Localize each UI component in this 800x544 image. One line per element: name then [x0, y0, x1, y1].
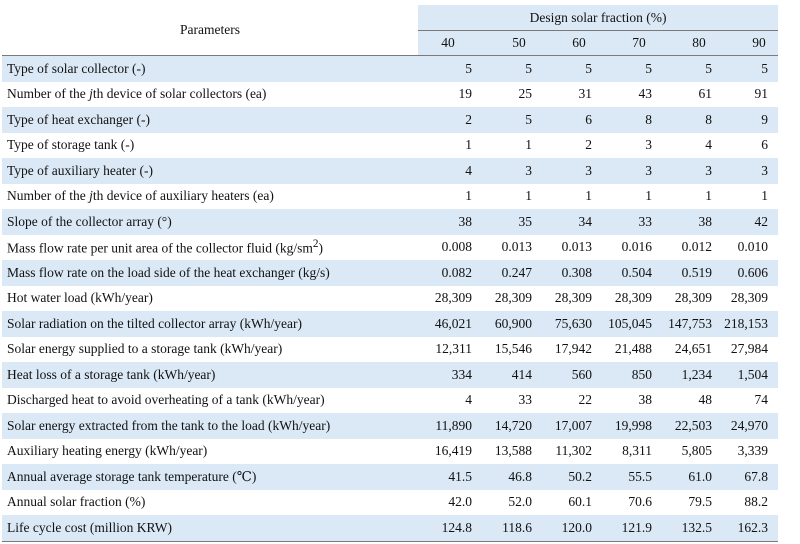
- parameter-label-part: Number of the: [7, 86, 90, 102]
- value-cell: 0.504: [598, 260, 658, 286]
- fraction-header-50: 50: [478, 31, 538, 56]
- parameter-label-superscript: 2: [312, 238, 319, 250]
- value-cell: 5: [478, 56, 538, 82]
- value-cell: 38: [658, 209, 718, 235]
- parameter-label: [2, 82, 418, 108]
- value-cell: 0.013: [478, 235, 538, 261]
- value-cell: 42: [718, 209, 778, 235]
- value-cell: 38: [418, 209, 478, 235]
- value-cell: 33: [598, 209, 658, 235]
- parameter-label: Life cycle cost (million KRW): [2, 515, 418, 541]
- value-cell: 19: [418, 82, 478, 108]
- value-cell: 61: [658, 82, 718, 108]
- value-cell: 11,890: [418, 413, 478, 439]
- value-cell: 0.010: [718, 235, 778, 261]
- parameter-label: Discharged heat to avoid overheating of a tank (kWh/year): [2, 388, 418, 414]
- parameters-table-container: [2, 5, 778, 542]
- value-cell: 28,309: [538, 286, 598, 312]
- value-cell: 50.2: [538, 464, 598, 490]
- value-cell: 105,045: [598, 311, 658, 337]
- value-cell: 118.6: [478, 515, 538, 541]
- table-row: [2, 362, 778, 388]
- parameter-label: [2, 235, 418, 261]
- value-cell: 21,488: [598, 337, 658, 363]
- value-cell: 60,900: [478, 311, 538, 337]
- value-cell: 6: [718, 133, 778, 159]
- value-cell: 28,309: [718, 286, 778, 312]
- parameter-label: Solar radiation on the tilted collector array (kWh/year): [2, 311, 418, 337]
- parameter-label-italic: j: [89, 86, 93, 102]
- value-cell: 334: [418, 362, 478, 388]
- value-cell: 2: [538, 133, 598, 159]
- value-cell: 28,309: [658, 286, 718, 312]
- value-cell: 55.5: [598, 464, 658, 490]
- value-cell: 3: [658, 158, 718, 184]
- table-row: [2, 515, 778, 541]
- value-cell: 60.1: [538, 490, 598, 516]
- parameter-label: Solar energy extracted from the tank to the load (kWh/year): [2, 413, 418, 439]
- table-row: [2, 209, 778, 235]
- parameter-label-part: th device of auxiliary heaters (ea): [92, 188, 274, 204]
- value-cell: 61.0: [658, 464, 718, 490]
- value-cell: 9: [718, 107, 778, 133]
- value-cell: 1: [598, 184, 658, 210]
- value-cell: 0.013: [538, 235, 598, 261]
- value-cell: 0.016: [598, 235, 658, 261]
- value-cell: 5: [598, 56, 658, 82]
- value-cell: 17,007: [538, 413, 598, 439]
- parameter-label: Slope of the collector array (°): [2, 209, 418, 235]
- value-cell: 79.5: [658, 490, 718, 516]
- value-cell: 0.606: [718, 260, 778, 286]
- parameter-label-part: th device of solar collectors (ea): [92, 86, 267, 102]
- value-cell: 218,153: [718, 311, 778, 337]
- value-cell: 43: [598, 82, 658, 108]
- value-cell: 5: [718, 56, 778, 82]
- value-cell: 5: [658, 56, 718, 82]
- value-cell: 16,419: [418, 439, 478, 465]
- table-row: [2, 439, 778, 465]
- value-cell: 1: [658, 184, 718, 210]
- parameter-label-part: Mass flow rate per unit area of the collector fluid (kg/sm: [7, 240, 313, 256]
- parameter-label: Type of storage tank (-): [2, 133, 418, 159]
- value-cell: 28,309: [418, 286, 478, 312]
- table-row: [2, 56, 778, 82]
- parameter-label: Type of auxiliary heater (-): [2, 158, 418, 184]
- value-cell: 11,302: [538, 439, 598, 465]
- value-cell: 3: [718, 158, 778, 184]
- parameter-label: Heat loss of a storage tank (kWh/year): [2, 362, 418, 388]
- value-cell: 5: [418, 56, 478, 82]
- value-cell: 12,311: [418, 337, 478, 363]
- value-cell: 0.519: [658, 260, 718, 286]
- value-cell: 67.8: [718, 464, 778, 490]
- value-cell: 3: [538, 158, 598, 184]
- value-cell: 124.8: [418, 515, 478, 541]
- table-row: [2, 286, 778, 312]
- value-cell: 38: [598, 388, 658, 414]
- value-cell: 42.0: [418, 490, 478, 516]
- value-cell: 41.5: [418, 464, 478, 490]
- table-row: [2, 413, 778, 439]
- value-cell: 28,309: [478, 286, 538, 312]
- parameter-label: Solar energy supplied to a storage tank (kWh/year): [2, 337, 418, 363]
- value-cell: 0.008: [418, 235, 478, 261]
- parameter-label: Annual average storage tank temperature (℃): [2, 464, 418, 490]
- value-cell: 414: [478, 362, 538, 388]
- table-header: [2, 5, 778, 56]
- fraction-header-80: 80: [658, 31, 718, 56]
- value-cell: 35: [478, 209, 538, 235]
- value-cell: 14,720: [478, 413, 538, 439]
- fraction-header-90: 90: [718, 31, 778, 56]
- table-row: [2, 464, 778, 490]
- value-cell: 74: [718, 388, 778, 414]
- value-cell: 120.0: [538, 515, 598, 541]
- value-cell: 88.2: [718, 490, 778, 516]
- value-cell: 52.0: [478, 490, 538, 516]
- parameter-label: Type of heat exchanger (-): [2, 107, 418, 133]
- value-cell: 2: [418, 107, 478, 133]
- value-cell: 33: [478, 388, 538, 414]
- value-cell: 8,311: [598, 439, 658, 465]
- table-row: [2, 260, 778, 286]
- value-cell: 4: [418, 388, 478, 414]
- value-cell: 75,630: [538, 311, 598, 337]
- value-cell: 48: [658, 388, 718, 414]
- value-cell: 46.8: [478, 464, 538, 490]
- value-cell: 5: [478, 107, 538, 133]
- parameters-table: [2, 5, 778, 542]
- value-cell: 1: [418, 184, 478, 210]
- table-row: [2, 311, 778, 337]
- value-cell: 1: [478, 184, 538, 210]
- table-row: [2, 388, 778, 414]
- value-cell: 3,339: [718, 439, 778, 465]
- value-cell: 28,309: [598, 286, 658, 312]
- parameter-label: Mass flow rate on the load side of the heat exchanger (kg/s): [2, 260, 418, 286]
- design-solar-fraction-header: Design solar fraction (%): [418, 5, 778, 31]
- value-cell: 3: [598, 158, 658, 184]
- value-cell: 121.9: [598, 515, 658, 541]
- value-cell: 1: [538, 184, 598, 210]
- value-cell: 0.012: [658, 235, 718, 261]
- table-row: [2, 184, 778, 210]
- value-cell: 560: [538, 362, 598, 388]
- value-cell: 1: [478, 133, 538, 159]
- parameter-label-part: Number of the: [7, 188, 90, 204]
- value-cell: 46,021: [418, 311, 478, 337]
- table-row: [2, 158, 778, 184]
- value-cell: 34: [538, 209, 598, 235]
- fraction-header-40: 40: [418, 31, 478, 56]
- value-cell: 162.3: [718, 515, 778, 541]
- value-cell: 0.082: [418, 260, 478, 286]
- parameter-label-italic: j: [89, 188, 93, 204]
- value-cell: 132.5: [658, 515, 718, 541]
- value-cell: 15,546: [478, 337, 538, 363]
- value-cell: 1: [418, 133, 478, 159]
- value-cell: 70.6: [598, 490, 658, 516]
- value-cell: 4: [658, 133, 718, 159]
- table-row: [2, 235, 778, 261]
- value-cell: 8: [658, 107, 718, 133]
- parameter-label: Auxiliary heating energy (kWh/year): [2, 439, 418, 465]
- table-row: [2, 490, 778, 516]
- value-cell: 5,805: [658, 439, 718, 465]
- value-cell: 6: [538, 107, 598, 133]
- fraction-header-60: 60: [538, 31, 598, 56]
- parameter-label: Annual solar fraction (%): [2, 490, 418, 516]
- value-cell: 91: [718, 82, 778, 108]
- value-cell: 4: [418, 158, 478, 184]
- value-cell: 5: [538, 56, 598, 82]
- value-cell: 850: [598, 362, 658, 388]
- value-cell: 22,503: [658, 413, 718, 439]
- parameters-header: Parameters: [2, 5, 418, 56]
- value-cell: 27,984: [718, 337, 778, 363]
- value-cell: 25: [478, 82, 538, 108]
- value-cell: 31: [538, 82, 598, 108]
- parameter-label-part: ): [318, 240, 324, 256]
- value-cell: 13,588: [478, 439, 538, 465]
- value-cell: 0.247: [478, 260, 538, 286]
- table-body: [2, 56, 778, 542]
- value-cell: 17,942: [538, 337, 598, 363]
- value-cell: 1,504: [718, 362, 778, 388]
- parameter-label: [2, 184, 418, 210]
- table-row: [2, 82, 778, 108]
- parameter-label: Hot water load (kWh/year): [2, 286, 418, 312]
- value-cell: 147,753: [658, 311, 718, 337]
- table-row: [2, 133, 778, 159]
- value-cell: 1: [718, 184, 778, 210]
- parameter-label: Type of solar collector (-): [2, 56, 418, 82]
- value-cell: 3: [478, 158, 538, 184]
- value-cell: 24,970: [718, 413, 778, 439]
- value-cell: 3: [598, 133, 658, 159]
- table-row: [2, 337, 778, 363]
- value-cell: 8: [598, 107, 658, 133]
- table-row: [2, 107, 778, 133]
- value-cell: 22: [538, 388, 598, 414]
- value-cell: 24,651: [658, 337, 718, 363]
- fraction-header-70: 70: [598, 31, 658, 56]
- value-cell: 1,234: [658, 362, 718, 388]
- value-cell: 0.308: [538, 260, 598, 286]
- value-cell: 19,998: [598, 413, 658, 439]
